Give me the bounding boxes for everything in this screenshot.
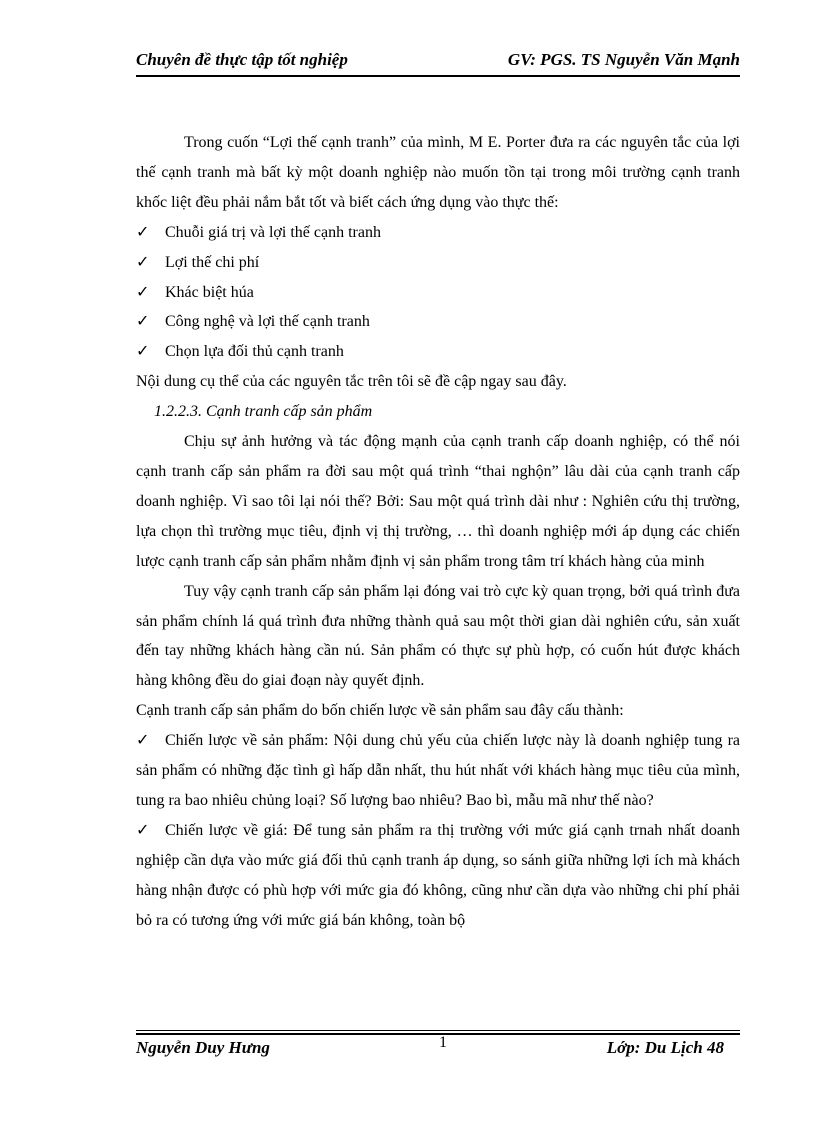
principle-item [136, 278, 740, 308]
intro-paragraph: Trong cuốn “Lợi thế cạnh tranh” của mình, M E. Porter đưa ra các nguyên tắc của lợi thế cạnh tranh mà bất kỳ một doanh nghiệp nào muốn tồn tại trong môi trường cạnh tranh khốc liệt đều phải nắm bắt tốt và biết cách ứng dụng vào thực thế: [136, 134, 740, 211]
footer-class: Lớp: Du Lịch 48 [606, 1038, 724, 1057]
header-rule [136, 75, 740, 77]
principle-item [136, 218, 740, 248]
strategies-intro: Cạnh tranh cấp sản phẩm do bốn chiến lược về sản phẩm sau đây cấu thành: [136, 702, 624, 720]
principle-item [136, 248, 740, 278]
checkmark-icon: ✓ [136, 283, 150, 301]
principle-text: Công nghệ và lợi thế cạnh tranh [165, 313, 370, 331]
checkmark-icon: ✓ [136, 223, 150, 241]
principle-text: Lợi thế chi phí [165, 253, 260, 271]
checkmark-icon: ✓ [136, 253, 150, 271]
footer-rule-top [136, 1030, 740, 1031]
checkmark-icon: ✓ [136, 821, 150, 839]
footer-rule-bottom [136, 1033, 740, 1035]
page-number: 1 [439, 1034, 447, 1051]
page-header [136, 48, 740, 74]
checkmark-icon: ✓ [136, 313, 150, 331]
principle-text: Chọn lựa đối thủ cạnh tranh [165, 343, 344, 361]
header-supervisor: GV: PGS. TS Nguyễn Văn Mạnh [507, 50, 740, 69]
section-heading: 1.2.2.3. Cạnh tranh cấp sản phẩm [154, 403, 373, 421]
strategy-item [136, 816, 740, 936]
paragraph: Tuy vậy cạnh tranh cấp sản phẩm lại đóng vai trò cực kỳ quan trọng, bởi quá trình đưa sản phẩm chính lá quá trình đưa những thành quả sau một thời gian dài nghiên cứu, sản xuất đến tay những khách hàng cần nú. Sản phẩm có thực sự phù hợp, có cuốn hút được khách hàng không đều do giai đoạn này quyết định. [136, 582, 740, 690]
principles-note: Nội dung cụ thể của các nguyên tắc trên tôi sẽ đề cập ngay sau đây. [136, 373, 567, 391]
page-footer [136, 1036, 740, 1062]
strategy-text: Chiến lược về sản phẩm: Nội dung chủ yếu của chiến lược này là doanh nghiệp tung ra sản phẩm có những đặc tình gì hấp dẫn nhất, thu hút nhất với khách hàng mục tiêu của mình, tung ra bao nhiêu chủng loại? Số lượng bao nhiêu? Bao bì, mẫu mã như thế nào? [136, 732, 740, 809]
strategy-item [136, 726, 740, 816]
strategy-text: Chiến lược về giá: Để tung sản phẩm ra thị trường với mức giá cạnh trnah nhất doanh nghiệp cần dựa vào mức giá đối thủ cạnh tranh áp dụng, so sánh giữa những lợi ích mà khách hàng nhận được có phù hợp với mức gia đó không, cũng như cần dựa vào những chi phí phải bỏ ra có tương ứng với mức giá bán không, toàn bộ [136, 821, 740, 929]
footer-author: Nguyễn Duy Hưng [136, 1038, 270, 1057]
checkmark-icon: ✓ [136, 732, 150, 750]
principle-text: Khác biệt húa [165, 283, 254, 301]
principle-item [136, 337, 740, 367]
principle-item [136, 307, 740, 337]
paragraph: Chịu sự ảnh hưởng và tác động mạnh của cạnh tranh cấp doanh nghiệp, có thể nói cạnh tranh cấp sản phẩm ra đời sau một quá trình “thai nghộn” lâu dài của cạnh tranh cấp doanh nghiệp. Vì sao tôi lại nói thế? Bởi: Sau một quá trình dài như : Nghiên cứu thị trường, lựa chọn thì trường mục tiêu, định vị thị trường, … thì doanh nghiệp mới áp dụng các chiến lược cạnh tranh cấp sản phẩm nhằm định vị sản phẩm trong tâm trí khách hàng của minh [136, 433, 740, 570]
document-body [136, 128, 740, 935]
principle-text: Chuỗi giá trị và lợi thế cạnh tranh [165, 223, 381, 241]
checkmark-icon: ✓ [136, 343, 150, 361]
header-title: Chuyên đề thực tập tốt nghiệp [136, 50, 348, 69]
